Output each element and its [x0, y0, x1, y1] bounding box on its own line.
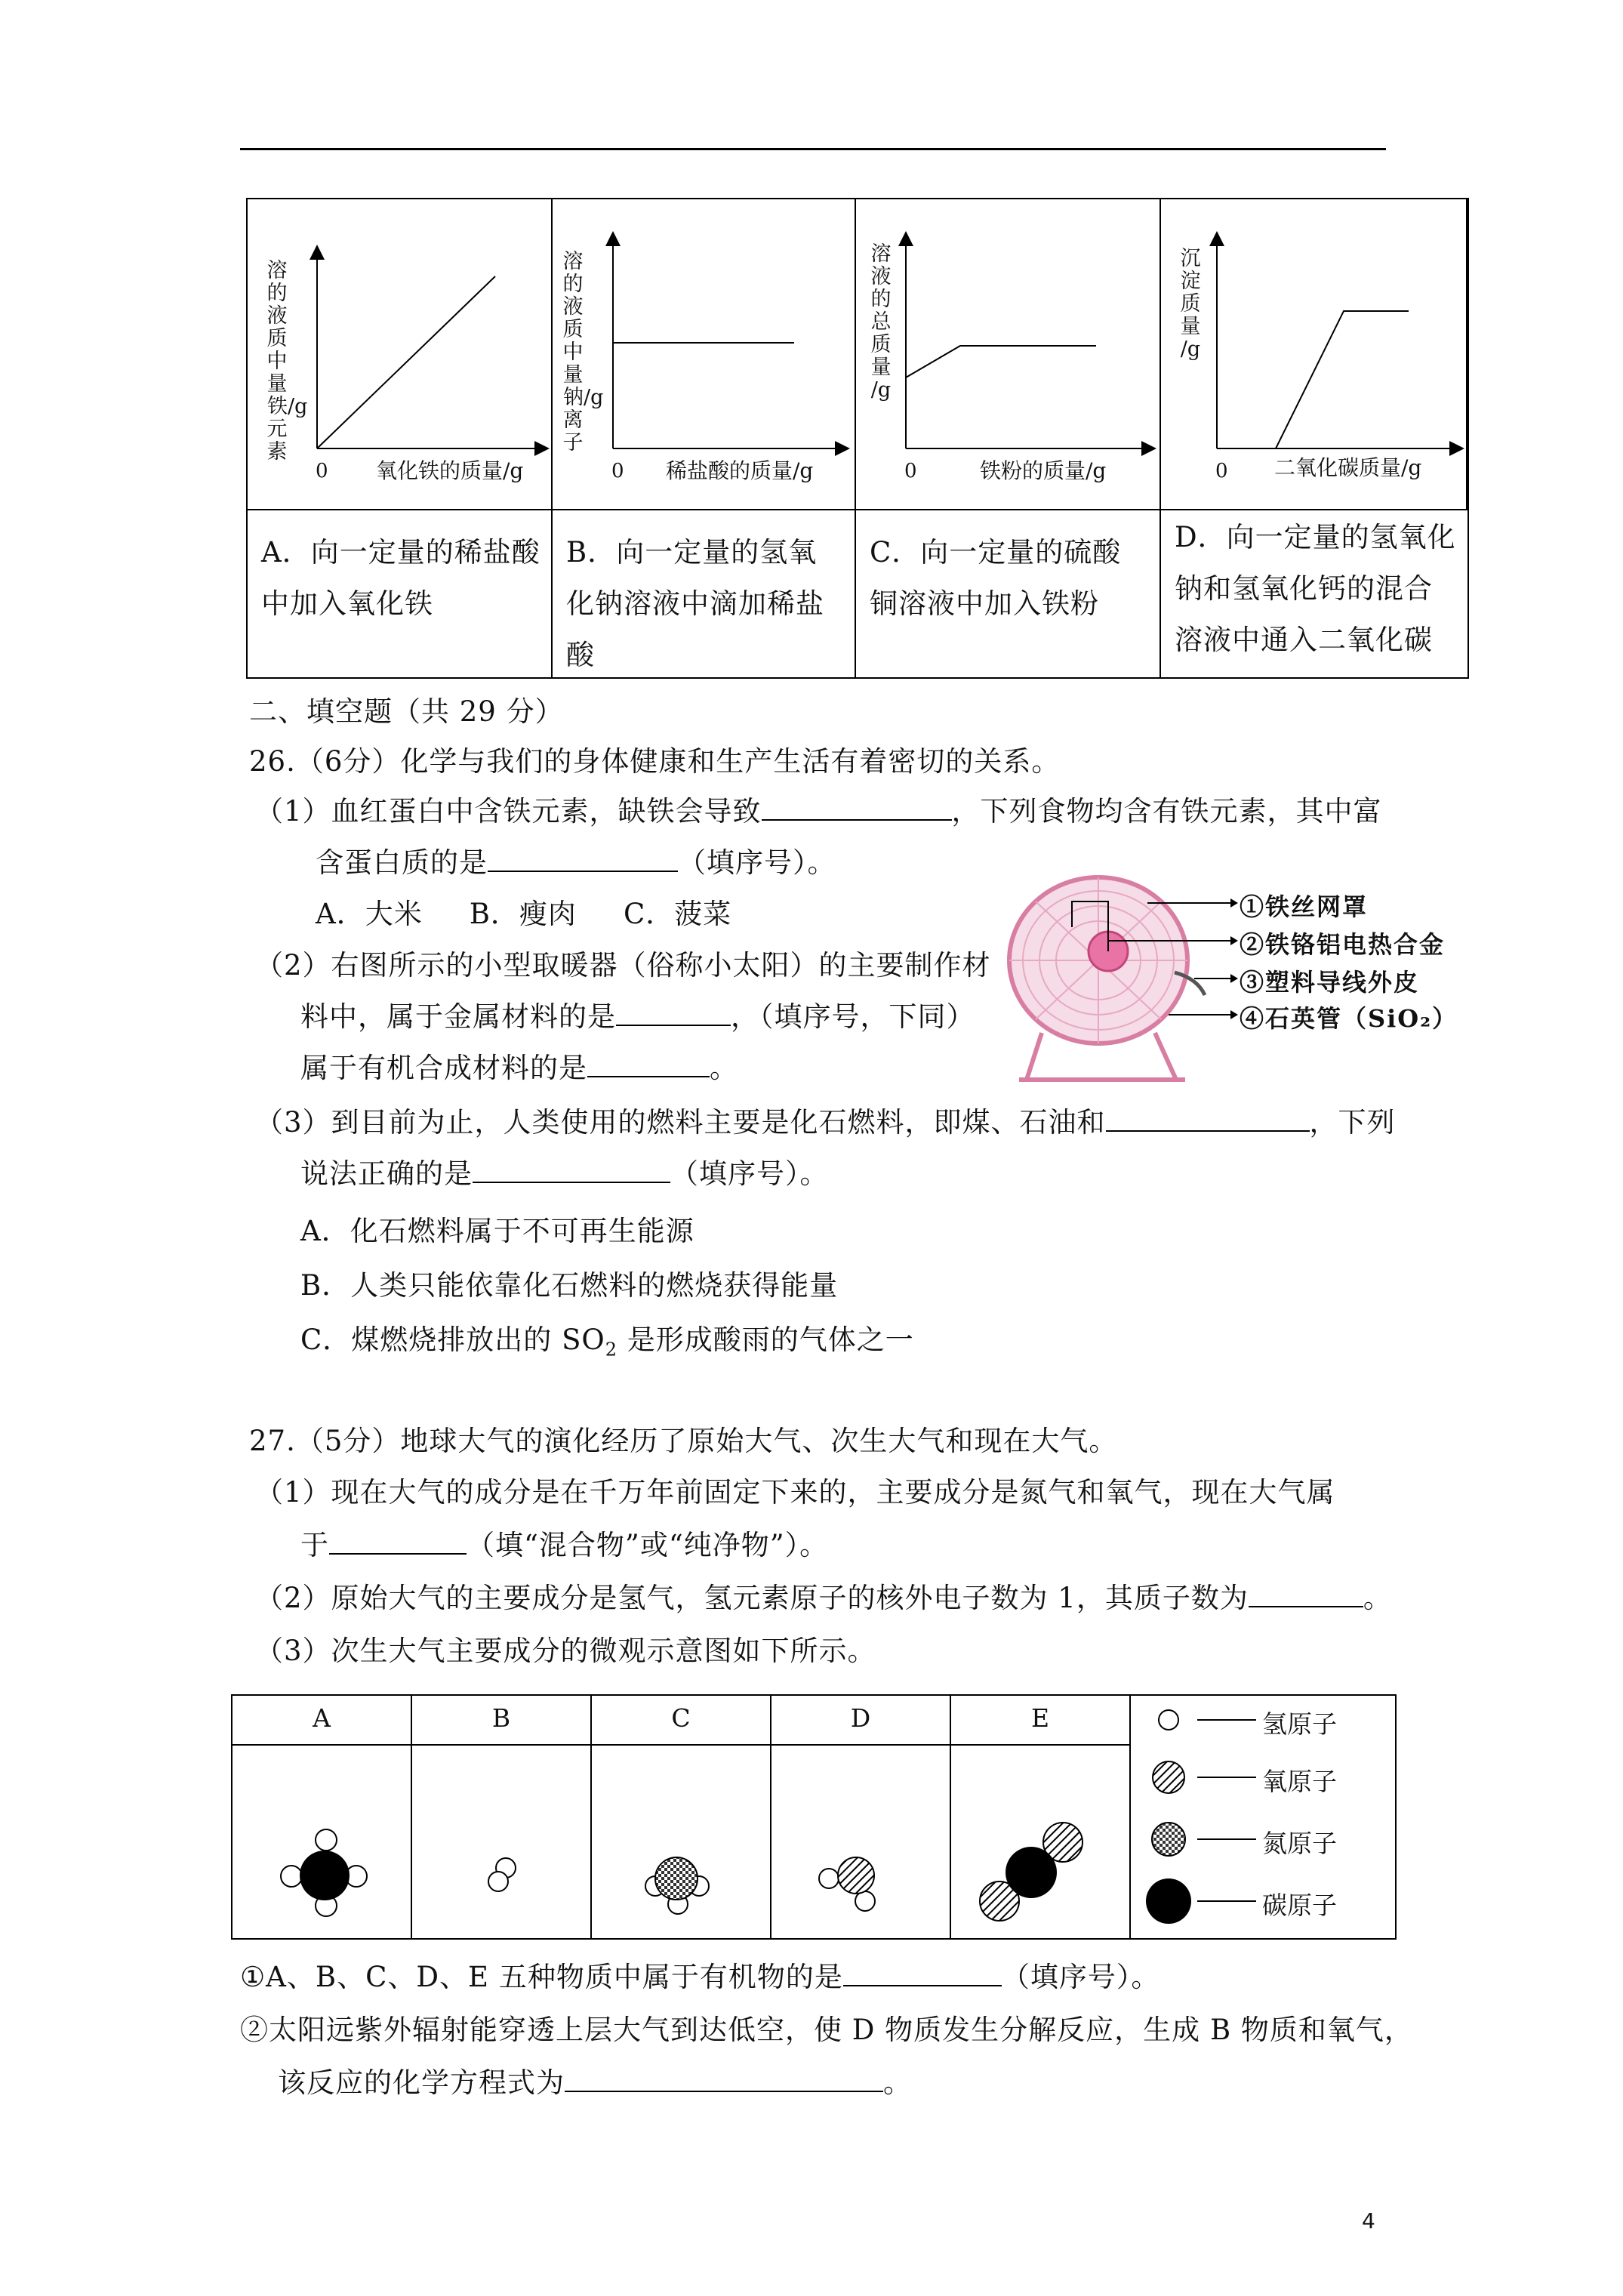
legend-n-icon	[1152, 1823, 1185, 1856]
molecule-d	[819, 1857, 875, 1911]
legend-carbon: 碳原子	[1262, 1891, 1337, 1920]
graph-b-cell	[553, 199, 856, 509]
option-c-text: C．向一定量的硫酸铜溶液中加入铁粉	[856, 509, 1161, 679]
q27-blank-4[interactable]	[565, 2065, 883, 2092]
graph-c-origin: 0	[904, 460, 917, 482]
graph-options-table	[246, 198, 1469, 679]
graph-d-origin: 0	[1215, 460, 1228, 482]
legend-symbols	[1146, 1710, 1256, 1924]
q26-blank-6[interactable]	[473, 1156, 670, 1183]
molecule-col-d: D	[850, 1703, 871, 1733]
molecule-b	[488, 1858, 516, 1891]
q27-stem: 27.（5分）地球大气的演化经历了原始大气、次生大气和现在大气。	[249, 1425, 1118, 1457]
header-rule	[240, 148, 1386, 150]
q26-opt-b: B．瘦肉	[469, 898, 577, 930]
q26-p3-opt-b: B．人类只能依靠化石燃料的燃烧获得能量	[300, 1269, 839, 1302]
option-a-text: A．向一定量的稀盐酸中加入氧化铁	[248, 509, 553, 679]
graph-d-xlabel: 二氧化碳质量/g	[1274, 455, 1422, 480]
q26-blank-3[interactable]	[616, 999, 731, 1026]
molecule-table	[231, 1694, 1397, 1940]
q27-blank-2[interactable]	[1249, 1580, 1363, 1607]
q27-p1-line1: （1）现在大气的成分是在千万年前固定下来的，主要成分是氮气和氧气，现在大气属	[255, 1476, 1335, 1509]
q27-sub2-line1: ②太阳远紫外辐射能穿透上层大气到达低空，使 D 物质发生分解反应，生成 B 物质和氧气，	[240, 2014, 1413, 2046]
page-number: 4	[1362, 2208, 1375, 2233]
q26-p2-line1: （2）右图所示的小型取暖器（俗称小太阳）的主要制作材	[255, 949, 991, 982]
graph-d-ylabel: 沉 淀 质 量 /g	[1180, 247, 1201, 361]
q26-p2-line3: 属于有机合成材料的是 。	[300, 1052, 738, 1084]
q26-p1-line1: （1）血红蛋白中含铁元素，缺铁会导致 ，下列食物均含有铁元素，其中富	[255, 795, 1382, 827]
graph-b-xlabel: 稀盐酸的质量/g	[666, 458, 814, 483]
graph-a-xlabel: 氧化铁的质量/g	[376, 458, 524, 483]
section-heading: 二、填空题（共 29 分）	[249, 695, 564, 728]
heater-label-1: ①铁丝网罩	[1240, 892, 1369, 921]
graph-a-ylabel: 溶的 液质 中量 铁/g 元 素	[266, 259, 308, 464]
molecule-col-c: C	[671, 1703, 691, 1733]
q26-p3-line2: 说法正确的是 （填序号）。	[300, 1157, 829, 1190]
q26-p1-line2: 含蛋白质的是 （填序号）。	[316, 846, 836, 879]
q27-sub1: ①A、B、C、D、E 五种物质中属于有机物的是 （填序号）。	[240, 1961, 1160, 1993]
heater-label-4: ④石英管（SiO₂）	[1240, 1004, 1458, 1033]
legend-o-icon	[1153, 1761, 1184, 1793]
molecule-col-e: E	[1030, 1703, 1050, 1733]
q26-p3-opt-a: A．化石燃料属于不可再生能源	[300, 1215, 694, 1247]
graph-c-line	[906, 346, 1096, 378]
q26-blank-5[interactable]	[1106, 1105, 1310, 1132]
q26-p3-opt-c: C．煤燃烧排放出的 $SO_2$ 是形成酸雨的气体之一	[300, 1324, 914, 1361]
graph-c-ylabel: 溶 液 的 总 质 量 /g	[870, 242, 892, 402]
graph-a-cell	[248, 199, 553, 509]
q26-p3-line1: （3）到目前为止，人类使用的燃料主要是化石燃料，即煤、石油和 ，下列	[255, 1106, 1396, 1139]
heater-figure	[996, 867, 1458, 1093]
q27-p2: （2）原始大气的主要成分是氢气，氢元素原子的核外电子数为 1，其质子数为 。	[255, 1582, 1392, 1614]
q26-blank-4[interactable]	[587, 1050, 710, 1077]
q27-blank-1[interactable]	[329, 1527, 467, 1555]
q26-p2-line2: 料中，属于金属材料的是 ，（填序号，下同）	[300, 1000, 975, 1033]
molecule-diagrams	[233, 1696, 1398, 1941]
graph-b-ylabel: 溶的 液质 中量 钠/g 离 子	[562, 250, 604, 455]
legend-c-icon	[1146, 1878, 1191, 1924]
graph-a-origin: 0	[316, 460, 328, 482]
graph-b-origin: 0	[611, 460, 624, 482]
molecule-col-a: A	[313, 1703, 331, 1733]
heater-label-3: ③塑料导线外皮	[1240, 968, 1420, 997]
legend-hydrogen: 氢原子	[1262, 1709, 1337, 1739]
graph-d-line	[1217, 311, 1409, 448]
molecule-e	[980, 1823, 1083, 1921]
legend-oxygen: 氧原子	[1262, 1767, 1337, 1796]
graph-c-cell	[856, 199, 1161, 509]
option-b-text: B．向一定量的氢氧化钠溶液中滴加稀盐酸	[553, 509, 856, 679]
q26-stem: 26.（6分）化学与我们的身体健康和生产生活有着密切的关系。	[249, 745, 1061, 778]
graph-a-line	[317, 276, 495, 448]
q26-opt-c: C．菠菜	[623, 898, 732, 930]
q26-blank-2[interactable]	[488, 845, 678, 872]
q26-opt-a: A．大米	[316, 898, 423, 930]
option-d-text: D．向一定量的氢氧化钠和氢氧化钙的混合溶液中通入二氧化碳	[1161, 509, 1467, 679]
legend-h-icon	[1159, 1710, 1178, 1730]
heater-label-2: ②铁铬铝电热合金	[1240, 930, 1446, 959]
graph-d-cell	[1161, 199, 1467, 509]
q27-blank-3[interactable]	[843, 1959, 1002, 1986]
q27-p3: （3）次生大气主要成分的微观示意图如下所示。	[255, 1635, 876, 1667]
legend-nitrogen: 氮原子	[1262, 1829, 1337, 1858]
molecule-c	[645, 1857, 709, 1914]
molecule-a	[281, 1829, 367, 1916]
q27-sub2-line2: 该反应的化学方程式为 。	[278, 2066, 912, 2099]
q27-p1-line2: 于 （填“混合物”或“纯净物”）。	[300, 1529, 829, 1561]
graph-c-xlabel: 铁粉的质量/g	[980, 458, 1107, 483]
q26-p1-options	[316, 891, 731, 932]
molecule-col-b: B	[491, 1703, 511, 1733]
q26-blank-1[interactable]	[762, 794, 952, 821]
